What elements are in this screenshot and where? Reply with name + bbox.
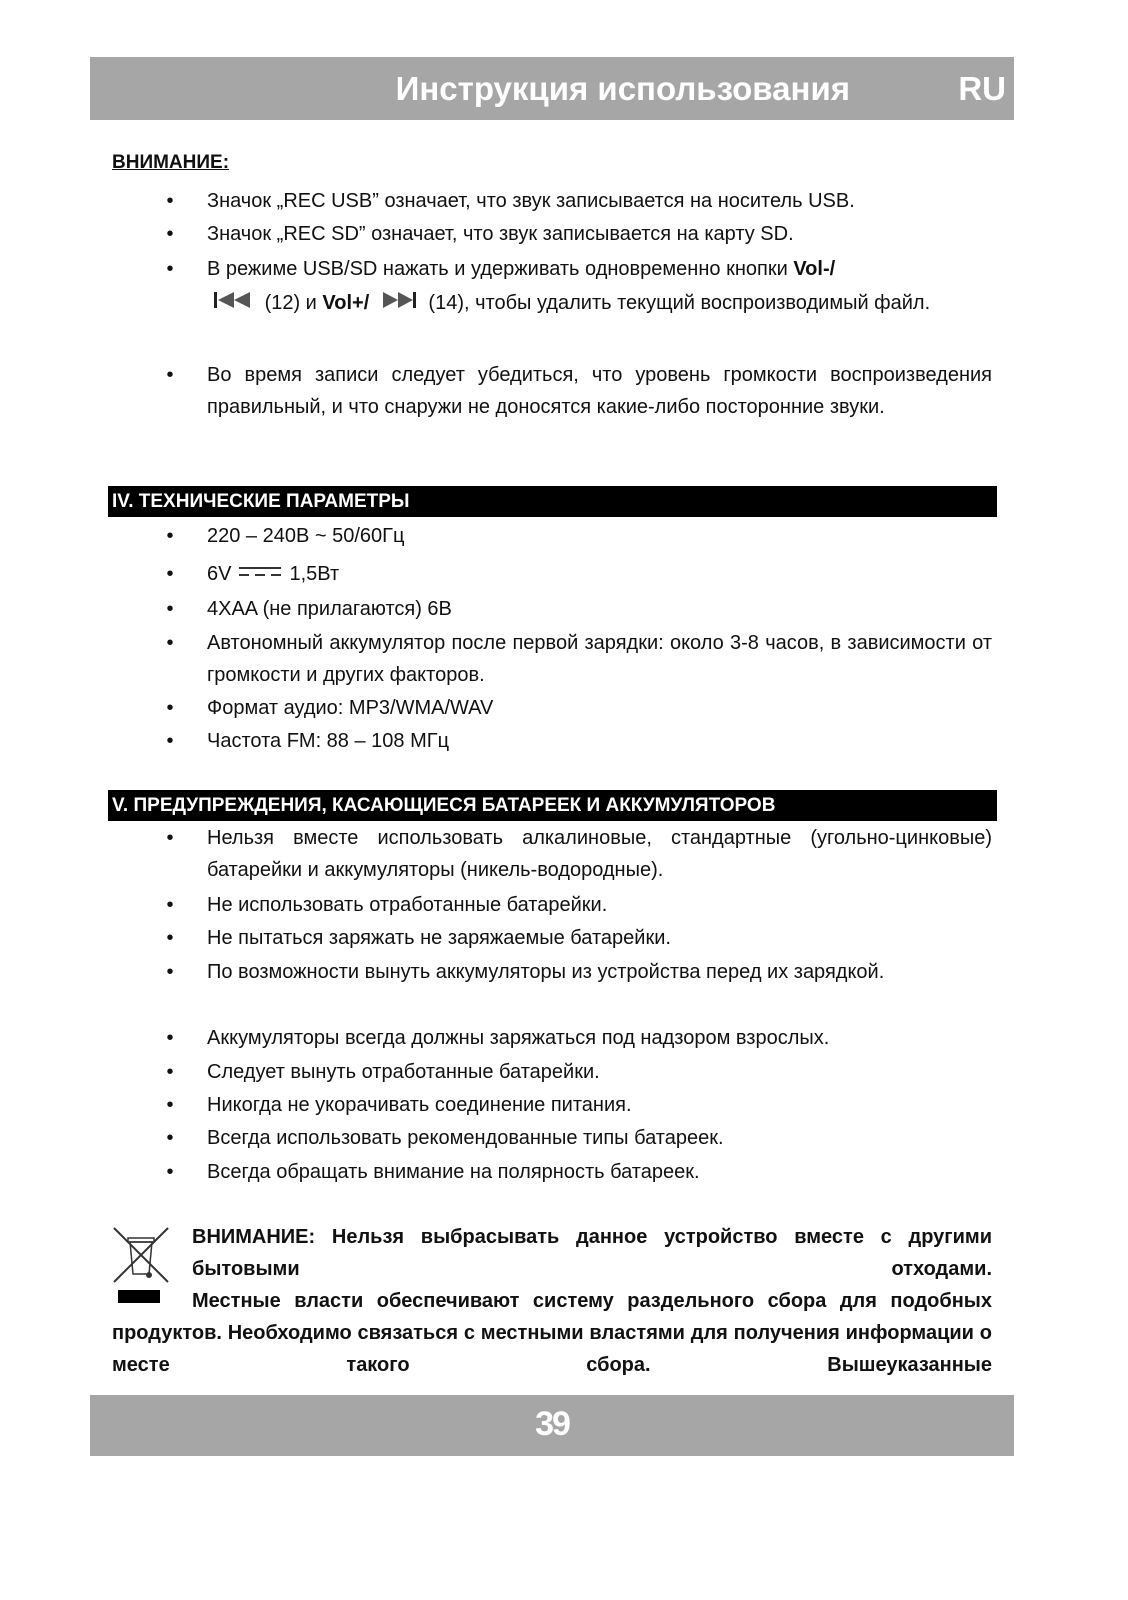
vol-plus-label: Vol+/ xyxy=(322,292,370,314)
list-item: • Частота FM: 88 – 108 МГц xyxy=(166,730,450,752)
list-item: • Во время записи следует убедиться, что уровень громкости воспроизведения правильный, и что снаружи не доносятся какие-либо посторонние звуки. xyxy=(166,364,992,418)
dc-symbol-icon xyxy=(237,559,283,591)
list-item: • Значок „REC SD” означает, что звук записывается на карту SD. xyxy=(166,223,794,245)
list-item: • Аккумуляторы всегда должны заряжаться под надзором взрослых. xyxy=(166,1027,830,1049)
list-item: • 220 – 240В ~ 50/60Гц xyxy=(166,525,405,547)
list-item: • Автономный аккумулятор после первой зарядки: около 3-8 часов, в зависимости от громкости и других факторов. xyxy=(166,632,992,686)
section-heading: IV. ТЕХНИЧЕСКИЕ ПАРАМЕТРЫ xyxy=(108,486,997,517)
list-item: • Не использовать отработанные батарейки. xyxy=(166,894,608,916)
section-heading: V. ПРЕДУПРЕЖДЕНИЯ, КАСАЮЩИЕСЯ БАТАРЕЕК И АККУМУЛЯТОРОВ xyxy=(108,790,997,821)
vol-minus-label: Vol-/ xyxy=(793,258,836,280)
attention-heading: ВНИМАНИЕ: xyxy=(112,152,230,173)
list-item: • В режиме USB/SD нажать и удерживать одновременно кнопки Vol-/ (12) и Vol+/ (14), чтобы удалить текущий воспроизводимый файл. xyxy=(160,252,992,321)
list-item: • Значок „REC USB” означает, что звук записывается на носитель USB. xyxy=(166,190,855,212)
language-label: RU xyxy=(958,70,1006,107)
footer-bar xyxy=(90,1395,1014,1456)
list-item: • Всегда обращать внимание на полярность батареек. xyxy=(166,1161,700,1183)
list-item: • Формат аудио: MP3/WMA/WAV xyxy=(166,697,494,719)
page-title: Инструкция использования xyxy=(395,70,850,107)
list-item: • Всегда использовать рекомендованные типы батареек. xyxy=(166,1127,724,1149)
disposal-warning: ВНИМАНИЕ: Нельзя выбрасывать данное устройство вместе с другими бытовыми отходами. Местные власти обеспечивают систему раздельного сбора для подобных продуктов. Необходимо связаться с местными властями для получения информации о месте такого сбора. Вышеуказанные xyxy=(112,1226,992,1376)
list-item: • Не пытаться заряжать не заряжаемые батарейки. xyxy=(166,927,671,949)
list-item: • По возможности вынуть аккумуляторы из устройства перед их зарядкой. xyxy=(166,961,885,983)
next-track-icon xyxy=(381,287,417,321)
list-item: • Следует вынуть отработанные батарейки. xyxy=(166,1061,600,1083)
list-item: • Никогда не укорачивать соединение питания. xyxy=(166,1094,632,1116)
page-number: 39 xyxy=(535,1405,569,1443)
header-bar xyxy=(90,57,1014,120)
list-item: • Нельзя вместе использовать алкалиновые, стандартные (угольно-цинковые) батарейки и аккумуляторы (никель-водородные). xyxy=(166,827,992,881)
list-item: • 4XAA (не прилагаются) 6В xyxy=(166,598,452,620)
list-item: • 6V 1,5Вт xyxy=(160,558,992,591)
previous-track-icon xyxy=(213,287,253,321)
